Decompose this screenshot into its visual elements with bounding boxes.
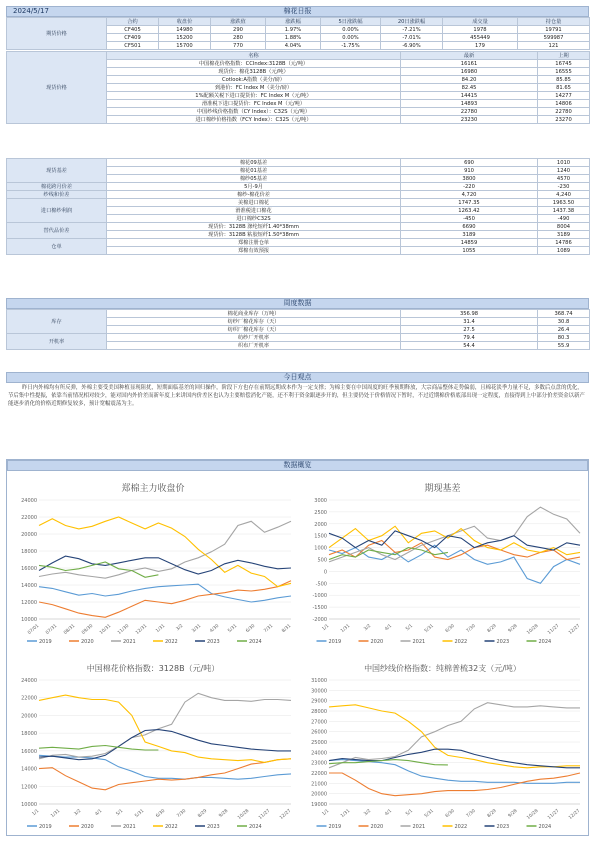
legend-label: 2022 bbox=[454, 824, 468, 830]
table-cell: 15700 bbox=[159, 42, 211, 50]
table-cell: 中国纱线价格指数（CY Index）：C32S（元/吨） bbox=[107, 108, 401, 116]
table-cell: CF405 bbox=[107, 26, 159, 34]
table-cell: 3800 bbox=[401, 175, 538, 183]
y-tick-label: 18000 bbox=[21, 549, 37, 555]
x-tick-label: 6/30 bbox=[444, 623, 456, 635]
y-tick-label: 10000 bbox=[21, 617, 37, 623]
x-tick-label: 8/31 bbox=[281, 623, 293, 635]
legend-label: 2019 bbox=[39, 824, 52, 830]
table-cell: 1437.38 bbox=[538, 207, 590, 215]
table-cell: -450 bbox=[401, 215, 538, 223]
y-tick-label: 23000 bbox=[311, 760, 327, 767]
table-cell: 滑准税下进口提货价：FC Index M（元/吨） bbox=[107, 100, 401, 108]
header-bar bbox=[6, 6, 589, 17]
table-row bbox=[7, 334, 590, 342]
y-tick-label: 25000 bbox=[311, 740, 327, 746]
series-line-2023 bbox=[329, 749, 580, 768]
table-cell: 3189 bbox=[538, 231, 590, 239]
table-cell: 26.4 bbox=[538, 326, 590, 334]
table-cell: 22780 bbox=[401, 108, 538, 116]
y-tick-label: 24000 bbox=[311, 750, 327, 757]
futures-table bbox=[6, 17, 590, 50]
table-cell: 1.97% bbox=[266, 26, 321, 34]
table-cell: 23270 bbox=[538, 116, 590, 124]
series-line-2023 bbox=[39, 556, 291, 574]
table-cell: 27.5 bbox=[401, 326, 538, 334]
x-tick-label: 11/27 bbox=[547, 808, 561, 821]
y-tick-label: 28000 bbox=[311, 709, 327, 715]
x-tick-label: 07/31 bbox=[45, 623, 59, 636]
x-tick-label: 9/28 bbox=[507, 808, 519, 820]
table-cell: 5月-9月 bbox=[107, 183, 401, 191]
table-cell: 纺织厂棉花库存（天） bbox=[107, 326, 401, 334]
page-title: 棉花日报 bbox=[283, 7, 312, 15]
legend-label: 2019 bbox=[328, 639, 342, 645]
observation-text: 昨日内外棉均有所反弹，外棉主要受美国种植显现阻扰，短期面临基差的回归操作，阶段下方也存在前期远期成本作为一定支撑；为棉主要在中国周度的旺季预期释放，大宗商品整体走势偏弱，且棉花淡季力量不足，多数后点盘的优化，节后集中性提振，依靠当前情况相对较少，能对国内外价差而新年度上来讲国内价差区也认为主要赔偿消化产能，还不利于资金跟逐步开的，但主要仍处于价格情况下暂时，不过近期棉价格底部出现一定程度，直接得到上中部分价差资金以新产能逐步消化的价格近期修复较多，预计宽幅震荡为主。 bbox=[8, 385, 585, 408]
x-tick-label: 8/29 bbox=[486, 808, 498, 820]
table-cell: 84.20 bbox=[401, 76, 538, 84]
y-tick-label: 20000 bbox=[311, 791, 327, 798]
x-tick-label: 12/31 bbox=[135, 623, 149, 636]
x-tick-label: 5/1 bbox=[405, 808, 414, 818]
x-tick-label: 12/27 bbox=[568, 808, 582, 821]
table-cell: 美棉进口棉花 bbox=[107, 199, 401, 207]
table-header-row bbox=[7, 18, 590, 26]
table-cell: -6.90% bbox=[381, 42, 443, 50]
x-tick-label: 1/31 bbox=[155, 623, 167, 635]
table-cell: 1010 bbox=[538, 159, 590, 167]
table-cell: 棉花商业库存（万吨） bbox=[107, 310, 401, 318]
y-tick-label: 24000 bbox=[21, 498, 37, 504]
table-cell: CF409 bbox=[107, 34, 159, 42]
table-cell: 现货价：3128B 涤纶短纤1.40*38mm bbox=[107, 223, 401, 231]
chart-title: 郑棉主力收盘价 bbox=[121, 484, 185, 494]
table-cell: 4.04% bbox=[266, 42, 321, 50]
table-cell: 19791 bbox=[518, 26, 590, 34]
table-header-row bbox=[7, 52, 590, 60]
x-tick-label: 6/30 bbox=[155, 808, 167, 820]
y-tick-label: 16000 bbox=[21, 566, 37, 572]
table-cell: -220 bbox=[401, 183, 538, 191]
legend-label: 2023 bbox=[496, 639, 510, 645]
chart-title: 期现基差 bbox=[424, 484, 461, 494]
table-cell: 1978 bbox=[443, 26, 518, 34]
x-tick-label: 3/2 bbox=[175, 623, 185, 633]
table-cell: -7.21% bbox=[381, 26, 443, 34]
x-tick-label: 1/31 bbox=[340, 623, 352, 635]
legend-label: 2019 bbox=[39, 639, 52, 645]
table-cell: 55.9 bbox=[538, 342, 590, 350]
series-line-2024 bbox=[39, 746, 158, 751]
x-tick-label: 10/28 bbox=[237, 808, 251, 821]
x-tick-label: 4/30 bbox=[209, 623, 221, 635]
x-tick-label: 11/27 bbox=[547, 623, 561, 636]
series-line-2022 bbox=[39, 695, 291, 762]
x-tick-label: 3/2 bbox=[363, 623, 373, 633]
y-tick-label: 18000 bbox=[21, 731, 37, 738]
y-tick-label: 31000 bbox=[311, 678, 327, 684]
table-row bbox=[7, 183, 590, 191]
table-cell: 910 bbox=[401, 167, 538, 175]
legend-label: 2021 bbox=[412, 824, 426, 830]
y-tick-label: 26000 bbox=[311, 729, 327, 736]
y-tick-label: 500 bbox=[317, 557, 327, 564]
table-row bbox=[7, 191, 590, 199]
series-line-2023 bbox=[39, 730, 291, 760]
x-tick-label: 7/30 bbox=[176, 808, 188, 820]
table-cell: 16161 bbox=[401, 60, 538, 68]
y-tick-label: 14000 bbox=[21, 583, 37, 589]
table-cell: 4,720 bbox=[401, 191, 538, 199]
chart-basis bbox=[299, 474, 586, 649]
series-line-2020 bbox=[329, 773, 580, 796]
table-cell: 14277 bbox=[538, 92, 590, 100]
x-tick-label: 1/1 bbox=[321, 808, 331, 818]
y-tick-label: 2500 bbox=[314, 509, 327, 516]
column-header: 上期 bbox=[538, 52, 590, 60]
column-header: 合约 bbox=[107, 18, 159, 26]
y-tick-label: 2000 bbox=[314, 521, 327, 528]
table-cell: 82.45 bbox=[401, 84, 538, 92]
table-cell: 599987 bbox=[518, 34, 590, 42]
table-cell: CF501 bbox=[107, 42, 159, 50]
legend-label: 2020 bbox=[81, 639, 94, 645]
table-cell: 棉纱05基差 bbox=[107, 175, 401, 183]
x-tick-label: 9/28 bbox=[507, 623, 519, 635]
y-tick-label: 27000 bbox=[311, 719, 327, 726]
report-date: 2024/5/17 bbox=[13, 7, 49, 15]
table-cell: 690 bbox=[401, 159, 538, 167]
column-header: 成交量 bbox=[443, 18, 518, 26]
y-tick-label: 14000 bbox=[21, 766, 37, 773]
x-tick-label: 8/29 bbox=[486, 623, 498, 635]
x-tick-label: 10/31 bbox=[99, 623, 113, 636]
x-tick-label: 5/31 bbox=[423, 623, 435, 635]
x-tick-label: 08/31 bbox=[63, 623, 77, 636]
series-line-2019 bbox=[329, 760, 580, 784]
x-tick-label: 4/1 bbox=[94, 808, 104, 818]
table-cell: 中国棉花价格指数：CCIndex:3128B（元/吨） bbox=[107, 60, 401, 68]
table-cell: 455449 bbox=[443, 34, 518, 42]
x-tick-label: 1/31 bbox=[340, 808, 352, 820]
table-cell: 1%配额关税下进口提货价：FC Index M（元/吨） bbox=[107, 92, 401, 100]
table-cell: 现货价：棉花3128B（元/吨） bbox=[107, 68, 401, 76]
series-line-2019 bbox=[39, 584, 291, 602]
table-cell: 22780 bbox=[538, 108, 590, 116]
y-tick-label: 1500 bbox=[314, 533, 327, 540]
y-tick-label: 3000 bbox=[314, 498, 327, 504]
table-cell: 16980 bbox=[401, 68, 538, 76]
table-cell: 1.88% bbox=[266, 34, 321, 42]
section-label: 进口棉纱利润 bbox=[7, 199, 107, 223]
column-header: 持仓量 bbox=[518, 18, 590, 26]
y-tick-label: 30000 bbox=[311, 688, 327, 695]
y-tick-label: -2000 bbox=[312, 617, 327, 623]
section-label: 仓单 bbox=[7, 239, 107, 255]
x-tick-label: 7/30 bbox=[465, 623, 477, 635]
table-cell: 1055 bbox=[401, 247, 538, 255]
table-cell: 80.3 bbox=[538, 334, 590, 342]
legend-label: 2022 bbox=[165, 824, 178, 830]
section-label: 期货价格 bbox=[7, 18, 107, 50]
table-cell: 4570 bbox=[538, 175, 590, 183]
x-tick-label: 3/2 bbox=[363, 808, 373, 818]
x-tick-label: 5/31 bbox=[227, 623, 239, 635]
spot-table bbox=[6, 51, 590, 124]
table-cell: 54.4 bbox=[401, 342, 538, 350]
table-cell: 356.98 bbox=[401, 310, 538, 318]
table-cell: 14415 bbox=[401, 92, 538, 100]
y-tick-label: 22000 bbox=[311, 771, 327, 777]
x-tick-label: 5/1 bbox=[405, 623, 414, 633]
table-cell: 14859 bbox=[401, 239, 538, 247]
legend-label: 2019 bbox=[328, 824, 342, 830]
legend-label: 2021 bbox=[123, 824, 136, 830]
table-cell: 纺纱厂棉花库存（天） bbox=[107, 318, 401, 326]
table-cell: 30.8 bbox=[538, 318, 590, 326]
table-cell: Cotlook:A指数（美分/磅） bbox=[107, 76, 401, 84]
series-line-2020 bbox=[329, 541, 580, 560]
table-cell: 纺纱厂开机率 bbox=[107, 334, 401, 342]
x-tick-label: 11/27 bbox=[258, 808, 272, 821]
chart-title: 中国棉花价格指数：3128B（元/吨） bbox=[86, 664, 220, 673]
table-cell: 现货价：3128B 粘胶短纤1.50*38mm bbox=[107, 231, 401, 239]
chart-cotton-index bbox=[9, 654, 297, 834]
table-row bbox=[7, 199, 590, 207]
x-tick-label: 5/1 bbox=[115, 808, 125, 818]
table-cell: 15200 bbox=[159, 34, 211, 42]
series-line-2022 bbox=[39, 517, 291, 587]
table-cell: 16745 bbox=[538, 60, 590, 68]
charts-panel bbox=[6, 459, 589, 836]
table-cell: 14980 bbox=[159, 26, 211, 34]
table-cell: -490 bbox=[538, 215, 590, 223]
series-line-2020 bbox=[39, 759, 291, 790]
table-cell: 1963.50 bbox=[538, 199, 590, 207]
table-cell: 棉纱-棉花价差 bbox=[107, 191, 401, 199]
table-row bbox=[7, 159, 590, 167]
column-header: 涨跌幅 bbox=[266, 18, 321, 26]
x-tick-label: 09/30 bbox=[81, 623, 95, 636]
table-cell: 81.65 bbox=[538, 84, 590, 92]
table-cell: 23230 bbox=[401, 116, 538, 124]
y-tick-label: 24000 bbox=[21, 678, 37, 684]
table-cell: 290 bbox=[211, 26, 266, 34]
x-tick-label: 10/28 bbox=[526, 808, 540, 821]
y-tick-label: 22000 bbox=[21, 695, 37, 702]
table-cell: 进口棉纱C32S bbox=[107, 215, 401, 223]
table-cell: 85.85 bbox=[538, 76, 590, 84]
table-cell: 3189 bbox=[401, 231, 538, 239]
column-header: 5日涨跌幅 bbox=[321, 18, 381, 26]
table-cell: 棉花09基差 bbox=[107, 159, 401, 167]
table-cell: 1747.35 bbox=[401, 199, 538, 207]
table-cell: 郑棉注册仓单 bbox=[107, 239, 401, 247]
series-line-2021 bbox=[329, 703, 580, 768]
table-cell: 6690 bbox=[401, 223, 538, 231]
x-tick-label: 6/30 bbox=[245, 623, 257, 635]
legend-label: 2023 bbox=[207, 824, 220, 830]
table-cell: 79.4 bbox=[401, 334, 538, 342]
x-tick-label: 5/31 bbox=[423, 808, 435, 820]
legend-label: 2022 bbox=[454, 639, 468, 645]
legend-label: 2024 bbox=[249, 639, 262, 645]
chart-title: 中国纱线价格指数：纯棉普梳32支（元/吨） bbox=[364, 664, 521, 673]
section-label: 现货基差 bbox=[7, 159, 107, 183]
table-cell: -7.01% bbox=[381, 34, 443, 42]
table-cell: 0.00% bbox=[321, 26, 381, 34]
table-cell: 0.00% bbox=[321, 34, 381, 42]
x-tick-label: 11/30 bbox=[117, 623, 131, 636]
x-tick-label: 12/27 bbox=[568, 623, 582, 636]
y-tick-label: -1000 bbox=[312, 593, 327, 600]
x-tick-label: 6/30 bbox=[444, 808, 456, 820]
section-label: 开机率 bbox=[7, 334, 107, 350]
x-tick-label: 7/31 bbox=[263, 623, 275, 635]
column-header: 名称 bbox=[107, 52, 401, 60]
table-cell: 14893 bbox=[401, 100, 538, 108]
x-tick-label: 4/1 bbox=[384, 808, 394, 818]
table-cell: 31.4 bbox=[401, 318, 538, 326]
observation-title: 今日观点 bbox=[6, 372, 589, 383]
x-tick-label: 5/31 bbox=[134, 808, 146, 820]
section-label: 现货价格 bbox=[7, 52, 107, 124]
table-cell: 121 bbox=[518, 42, 590, 50]
legend-label: 2023 bbox=[207, 639, 220, 645]
x-tick-label: 7/30 bbox=[465, 808, 477, 820]
y-tick-label: -500 bbox=[315, 581, 327, 588]
legend-label: 2020 bbox=[370, 639, 384, 645]
legend-label: 2022 bbox=[165, 639, 178, 645]
charts-title: 数据概览 bbox=[7, 460, 588, 471]
weekly-table bbox=[6, 309, 590, 350]
table-cell: -230 bbox=[538, 183, 590, 191]
table-cell: 770 bbox=[211, 42, 266, 50]
section-label: 库存 bbox=[7, 310, 107, 334]
table-cell: 到港价：FC Index M（美分/磅） bbox=[107, 84, 401, 92]
table-cell: 280 bbox=[211, 34, 266, 42]
weekly-title: 周度数据 bbox=[6, 298, 589, 309]
y-tick-label: 16000 bbox=[21, 748, 37, 755]
column-header: 收盘价 bbox=[159, 18, 211, 26]
column-header: 最新 bbox=[401, 52, 538, 60]
x-tick-label: 10/28 bbox=[526, 623, 540, 636]
x-tick-label: 3/31 bbox=[191, 623, 203, 635]
legend-label: 2021 bbox=[123, 639, 136, 645]
table-cell: 14806 bbox=[538, 100, 590, 108]
x-tick-label: 8/29 bbox=[197, 808, 209, 820]
table-cell: 1263.42 bbox=[401, 207, 538, 215]
legend-label: 2021 bbox=[412, 639, 426, 645]
x-tick-label: 12/27 bbox=[279, 808, 293, 821]
x-tick-label: 4/1 bbox=[384, 623, 394, 633]
column-header: 20日涨跌幅 bbox=[381, 18, 443, 26]
x-tick-label: 9/28 bbox=[218, 808, 230, 820]
series-line-2024 bbox=[329, 548, 448, 560]
x-tick-label: 1/31 bbox=[50, 808, 62, 820]
table-cell: 1089 bbox=[538, 247, 590, 255]
column-header: 涨跌值 bbox=[211, 18, 266, 26]
y-tick-label: 29000 bbox=[311, 698, 327, 705]
y-tick-label: 0 bbox=[323, 569, 327, 576]
legend-label: 2023 bbox=[496, 824, 510, 830]
table-cell: 郑棉有效预报 bbox=[107, 247, 401, 255]
table-cell: 368.74 bbox=[538, 310, 590, 318]
table-cell: 棉花01基差 bbox=[107, 167, 401, 175]
section-label: 替代品价差 bbox=[7, 223, 107, 239]
y-tick-label: 22000 bbox=[21, 515, 37, 521]
legend-label: 2024 bbox=[538, 824, 552, 830]
legend-label: 2020 bbox=[370, 824, 384, 830]
y-tick-label: 20000 bbox=[21, 713, 37, 720]
section-label: 纱线和价差 bbox=[7, 191, 107, 199]
series-line-2022 bbox=[329, 705, 580, 768]
table-cell: 织布厂开机率 bbox=[107, 342, 401, 350]
table-cell: 1240 bbox=[538, 167, 590, 175]
x-tick-label: 1/1 bbox=[321, 623, 331, 633]
x-tick-label: 07/01 bbox=[27, 623, 41, 636]
table-cell: 14786 bbox=[538, 239, 590, 247]
basis-table bbox=[6, 158, 590, 255]
chart-zhengmian-close bbox=[9, 474, 297, 649]
table-row bbox=[7, 223, 590, 231]
legend-label: 2024 bbox=[538, 639, 552, 645]
y-tick-label: 19000 bbox=[311, 802, 327, 808]
x-tick-label: 1/1 bbox=[31, 808, 41, 818]
chart-yarn-index bbox=[299, 654, 586, 834]
table-cell: 4,240 bbox=[538, 191, 590, 199]
y-tick-label: 12000 bbox=[21, 784, 37, 791]
legend-label: 2024 bbox=[249, 824, 262, 830]
y-tick-label: 1000 bbox=[314, 545, 327, 552]
y-tick-label: 21000 bbox=[311, 781, 327, 788]
table-cell: 8004 bbox=[538, 223, 590, 231]
table-row bbox=[7, 239, 590, 247]
table-cell: 16555 bbox=[538, 68, 590, 76]
table-cell: -1.75% bbox=[321, 42, 381, 50]
legend-label: 2020 bbox=[81, 824, 94, 830]
y-tick-label: 20000 bbox=[21, 532, 37, 538]
section-label: 棉花跨月价差 bbox=[7, 183, 107, 191]
series-line-2021 bbox=[39, 521, 291, 578]
table-cell: 进口棉纱价格指数（FCY Index）：C32S（元/吨） bbox=[107, 116, 401, 124]
y-tick-label: 12000 bbox=[21, 600, 37, 606]
y-tick-label: -1500 bbox=[312, 605, 327, 612]
table-cell: 滑准税进口棉花 bbox=[107, 207, 401, 215]
y-tick-label: 10000 bbox=[21, 802, 37, 808]
table-row bbox=[7, 310, 590, 318]
x-tick-label: 3/2 bbox=[73, 808, 83, 818]
table-cell: 179 bbox=[443, 42, 518, 50]
